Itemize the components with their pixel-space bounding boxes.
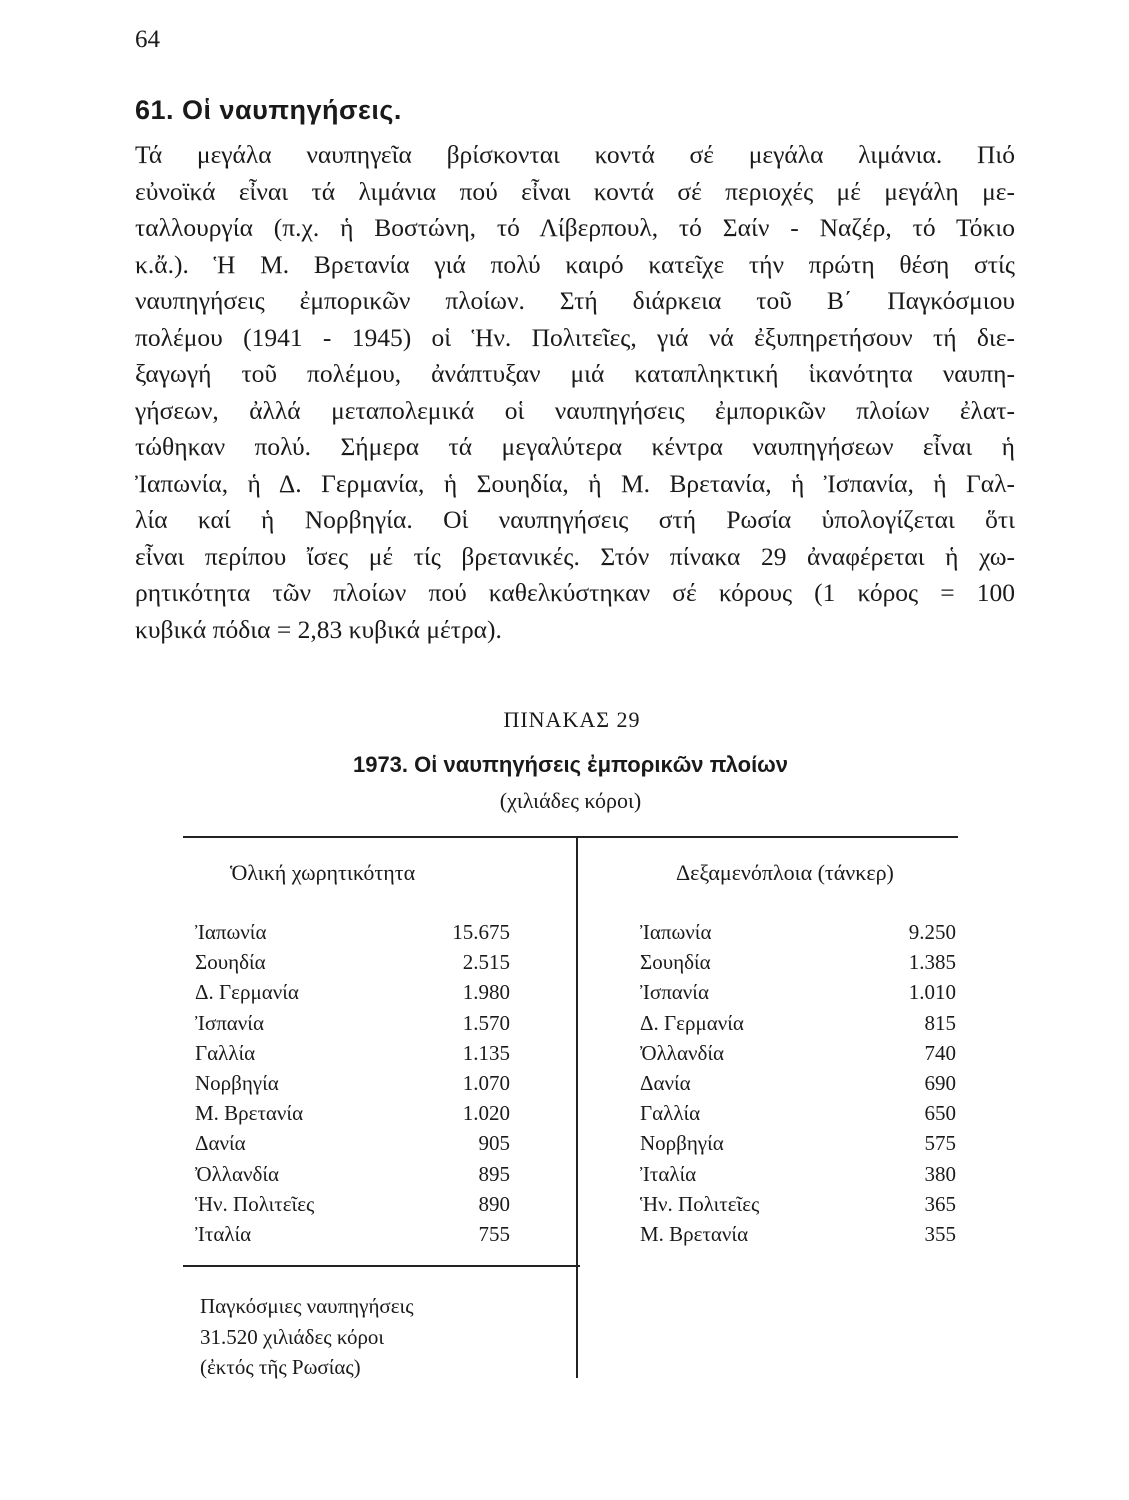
country-name: Δ. Γερμανία bbox=[195, 980, 299, 1005]
table-row bbox=[640, 1131, 956, 1161]
tonnage-value: 15.675 bbox=[452, 920, 510, 944]
table-row bbox=[195, 1071, 510, 1101]
left-column-header: Ὁλική χωρητικότητα bbox=[230, 860, 416, 885]
footer-line: (ἐκτός τῆς Ρωσίας) bbox=[200, 1355, 361, 1379]
table-row bbox=[195, 1041, 510, 1071]
table-top-rule bbox=[183, 836, 958, 838]
tonnage-value: 1.135 bbox=[462, 1040, 510, 1065]
tonnage-value: 575 bbox=[924, 1131, 956, 1156]
tonnage-value: 1.980 bbox=[462, 980, 510, 1005]
body-paragraph bbox=[135, 137, 1015, 648]
body-line: λία καί ἡ Νορβηγία. Οἱ ναυπηγήσεις στή Ρωσία ὑπολογίζεται ὅτι bbox=[135, 505, 1015, 534]
country-name: Νορβηγία bbox=[195, 1070, 279, 1095]
country-name: Ἰταλία bbox=[640, 1161, 697, 1186]
tonnage-value: 890 bbox=[478, 1191, 510, 1216]
tonnage-value: 9.250 bbox=[908, 920, 956, 944]
country-name: Νορβηγία bbox=[640, 1131, 724, 1156]
tonnage-value: 380 bbox=[924, 1161, 956, 1186]
body-line: κ.ἄ.). Ἡ Μ. Βρετανία γιά πολύ καιρό κατεῖχε τήν πρώτη θέση στίς bbox=[135, 249, 1015, 279]
table-footer-rule bbox=[183, 1265, 580, 1267]
tonnage-value: 905 bbox=[478, 1131, 510, 1156]
country-name: Ὀλλανδία bbox=[640, 1040, 725, 1065]
table-row bbox=[195, 920, 510, 950]
country-name: Ἰσπανία bbox=[640, 980, 709, 1005]
country-name: Γαλλία bbox=[640, 1101, 701, 1126]
table-label: ΠΙΝΑΚΑΣ 29 bbox=[503, 707, 641, 732]
country-name: Ἰαπωνία bbox=[195, 920, 267, 944]
table-row bbox=[640, 1011, 956, 1041]
table-row bbox=[640, 1041, 956, 1071]
section-heading: 61. Οἱ ναυπηγήσεις. bbox=[135, 95, 402, 125]
tonnage-value: 1.570 bbox=[462, 1010, 510, 1035]
tonnage-value: 740 bbox=[924, 1040, 956, 1065]
table-row bbox=[195, 1162, 510, 1192]
total-tonnage-list bbox=[195, 920, 510, 1252]
country-name: Μ. Βρετανία bbox=[640, 1221, 749, 1246]
table-row bbox=[640, 950, 956, 980]
body-line: ρητικότητα τῶν πλοίων πού καθελκύστηκαν σέ κόρους (1 κόρος = 100 bbox=[135, 578, 1015, 607]
tonnage-value: 365 bbox=[924, 1191, 956, 1216]
country-name: Ἰαπωνία bbox=[640, 920, 712, 944]
body-line: ναυπηγήσεις ἐμπορικῶν πλοίων. Στή διάρκεια τοῦ Β΄ Παγκόσμιου bbox=[135, 286, 1015, 315]
country-name: Σουηδία bbox=[640, 950, 711, 975]
body-line: ταλλουργία (π.χ. ἡ Βοστώνη, τό Λίβερπουλ, τό Σαίν - Ναζέρ, τό Τόκιο bbox=[135, 213, 1015, 242]
country-name: Δ. Γερμανία bbox=[640, 1010, 744, 1035]
table-title: 1973. Οἱ ναυπηγήσεις ἐμπορικῶν πλοίων bbox=[352, 752, 789, 777]
table-row bbox=[195, 1222, 510, 1252]
tonnage-value: 1.020 bbox=[462, 1101, 510, 1126]
table-row bbox=[195, 1101, 510, 1131]
body-line: εὐνοϊκά εἶναι τά λιμάνια πού εἶναι κοντά σέ περιοχές μέ μεγάλη με- bbox=[135, 176, 1015, 206]
table-row bbox=[195, 950, 510, 980]
table-subtitle: (χιλιάδες κόροι) bbox=[499, 788, 642, 813]
country-name: Ἰταλία bbox=[195, 1221, 252, 1246]
right-column-header: Δεξαμενόπλοια (τάνκερ) bbox=[676, 860, 894, 885]
page-number: 64 bbox=[135, 26, 160, 53]
body-line: κυβικά πόδια = 2,83 κυβικά μέτρα). bbox=[135, 614, 502, 644]
tonnage-value: 1.010 bbox=[908, 980, 956, 1005]
country-name: Ἡν. Πολιτεῖες bbox=[640, 1191, 760, 1216]
body-line: εἶναι περίπου ἴσες μέ τίς βρετανικές. Στόν πίνακα 29 ἀναφέρεται ἡ χω- bbox=[135, 541, 1015, 571]
country-name: Ἰσπανία bbox=[195, 1010, 264, 1035]
country-name: Ὀλλανδία bbox=[195, 1161, 280, 1186]
table-row bbox=[195, 1011, 510, 1041]
tonnage-value: 755 bbox=[478, 1221, 510, 1246]
country-name: Δανία bbox=[195, 1131, 246, 1156]
tonnage-value: 1.385 bbox=[908, 950, 956, 975]
footer-line: 31.520 χιλιάδες κόροι bbox=[200, 1324, 385, 1349]
table-row bbox=[195, 1131, 510, 1161]
country-name: Ἡν. Πολιτεῖες bbox=[195, 1191, 315, 1216]
table-row bbox=[640, 1222, 956, 1252]
footer-line: Παγκόσμιες ναυπηγήσεις bbox=[200, 1294, 414, 1318]
table-row bbox=[640, 1101, 956, 1131]
tanker-list bbox=[640, 920, 956, 1252]
country-name: Σουηδία bbox=[195, 950, 266, 975]
tonnage-value: 650 bbox=[924, 1101, 956, 1126]
tonnage-value: 355 bbox=[924, 1221, 956, 1246]
table-row bbox=[640, 1192, 956, 1222]
country-name: Γαλλία bbox=[195, 1040, 256, 1065]
body-line: ξαγωγή τοῦ πολέμου, ἀνάπτυξαν μιά καταπληκτική ἱκανότητα ναυπη- bbox=[135, 359, 1015, 388]
table-row bbox=[640, 980, 956, 1010]
country-name: Μ. Βρετανία bbox=[195, 1101, 304, 1126]
tonnage-value: 2.515 bbox=[462, 950, 510, 975]
table-row bbox=[195, 980, 510, 1010]
table-row bbox=[640, 920, 956, 950]
world-total-note bbox=[200, 1291, 414, 1383]
body-line: Τά μεγάλα ναυπηγεῖα βρίσκονται κοντά σέ μεγάλα λιμάνια. Πιό bbox=[135, 140, 1015, 169]
table-column-divider bbox=[576, 838, 578, 1378]
body-line: γήσεων, ἀλλά μεταπολεμικά οἱ ναυπηγήσεις ἐμπορικῶν πλοίων ἐλατ- bbox=[135, 395, 1015, 425]
tonnage-value: 815 bbox=[924, 1010, 956, 1035]
body-line: πολέμου (1941 - 1945) οἱ Ἡν. Πολιτεῖες, γιά νά ἐξυπηρετήσουν τή διε- bbox=[135, 322, 1015, 352]
table-row bbox=[640, 1071, 956, 1101]
country-name: Δανία bbox=[640, 1070, 691, 1095]
tonnage-value: 1.070 bbox=[462, 1070, 510, 1095]
body-line: Ἰαπωνία, ἡ Δ. Γερμανία, ἡ Σουηδία, ἡ Μ. Βρετανία, ἡ Ἰσπανία, ἡ Γαλ- bbox=[135, 468, 1015, 498]
table-row bbox=[195, 1192, 510, 1222]
tonnage-value: 690 bbox=[924, 1070, 956, 1095]
table-row bbox=[640, 1162, 956, 1192]
body-line: τώθηκαν πολύ. Σήμερα τά μεγαλύτερα κέντρα ναυπηγήσεων εἶναι ἡ bbox=[135, 432, 1015, 461]
tonnage-value: 895 bbox=[478, 1161, 510, 1186]
